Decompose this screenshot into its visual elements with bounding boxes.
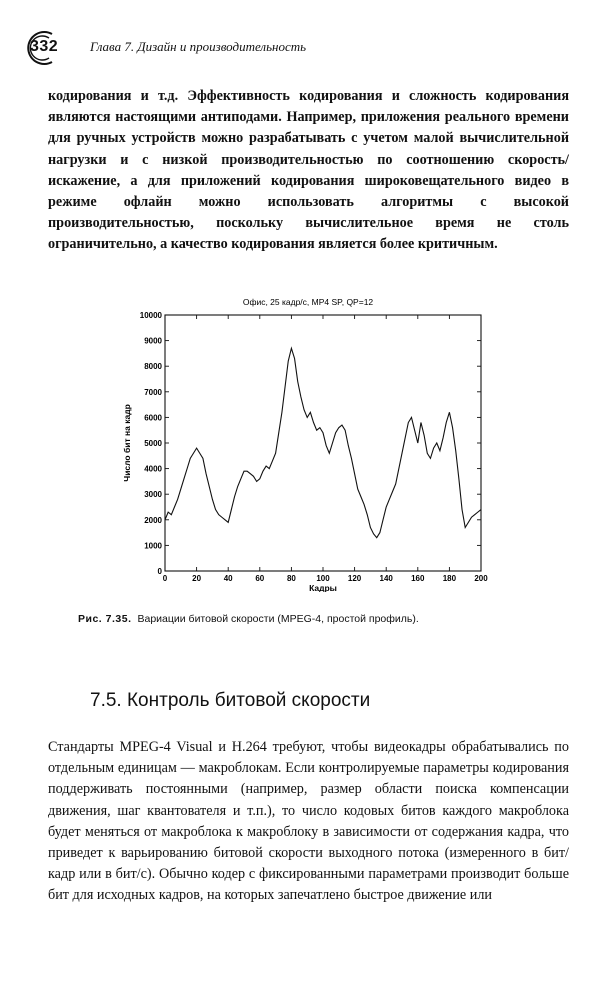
y-axis-label: Число бит на кадр [122, 404, 132, 482]
section-number: 7.5. [90, 690, 122, 711]
page-number: 332 [30, 38, 59, 55]
x-tick-label-10: 200 [474, 574, 488, 583]
x-tick-label-6: 120 [347, 574, 362, 583]
x-tick-label-7: 140 [379, 574, 393, 583]
body-paragraph-1: кодирования и т.д. Эффективность кодирования и сложность кодирования являются настоящими антиподами. Например, приложения реального времени для ручных устройств можно разрабатывать с учетом малой вычислительной нагрузки и с низкой производительностью по соотношению скорость/искажение, а для приложений кодирования широковещательного видео в режиме офлайн можно использовать алгоритмы с высокой производительностью, поскольку вычислительное время не столь ограничительно, а качество кодирования является более критичным. [48, 88, 569, 253]
x-tick-label-4: 80 [286, 574, 296, 583]
section-title: Контроль битовой скорости [126, 690, 371, 711]
figure-caption-text: Вариации битовой скорости (MPEG-4, простой профиль). [137, 613, 419, 625]
body-paragraph-2: Стандарты MPEG-4 Visual и H.264 требуют, чтобы видеокадры обрабатывались по отдельным единицам — макроблокам. Если контролируемые параметры кодирования поддерживать постоянными (например, размер области поиска компенсации движения, шаг квантователя и т.п.), то число кодовых битов каждого макроблока будет меняться от макроблока к макроблоку в зависимости от содержания кадра, что приведет к варьированию битовой скорости выходного потока (измеренного в бит/кадр или в бит/с). Обычно кодер с фиксированными параметрами производит больше бит для исходных кадров, на которых запечатлено быстрое движение или [48, 739, 569, 904]
y-tick-label-10: 10000 [139, 311, 162, 320]
x-tick-label-8: 160 [411, 574, 425, 583]
plot-frame [165, 315, 481, 571]
y-tick-label-3: 3000 [144, 490, 162, 500]
section-heading [90, 690, 370, 712]
y-tick-label-9: 9000 [144, 336, 162, 346]
y-tick-label-6: 6000 [144, 413, 162, 423]
x-tick-label-3: 60 [255, 574, 265, 583]
x-tick-label-0: 0 [162, 574, 168, 583]
y-tick-label-8: 8000 [144, 362, 162, 372]
figure-caption [78, 613, 419, 625]
x-tick-label-5: 100 [316, 574, 330, 583]
y-tick-label-5: 5000 [144, 439, 162, 448]
x-tick-label-2: 40 [223, 574, 233, 583]
chart-title: Офис, 25 кадр/с, MP4 SP, QP=12 [242, 297, 374, 307]
figure-number: Рис. 7.35. [78, 613, 132, 625]
y-tick-label-7: 7000 [144, 387, 162, 397]
figure [118, 292, 498, 592]
bitrate-series-line [165, 348, 481, 537]
y-tick-label-0: 0 [157, 567, 162, 576]
y-tick-label-4: 4000 [144, 464, 162, 474]
axis-ticks [140, 311, 488, 583]
x-tick-label-1: 20 [192, 574, 202, 583]
x-tick-label-9: 180 [442, 574, 457, 583]
page-header [22, 28, 582, 68]
y-tick-label-2: 2000 [144, 515, 162, 525]
x-axis-label: Кадры [309, 583, 337, 592]
running-head: Глава 7. Дизайн и производительность [90, 39, 307, 54]
bitrate-chart [118, 292, 498, 592]
y-tick-label-1: 1000 [144, 541, 162, 551]
